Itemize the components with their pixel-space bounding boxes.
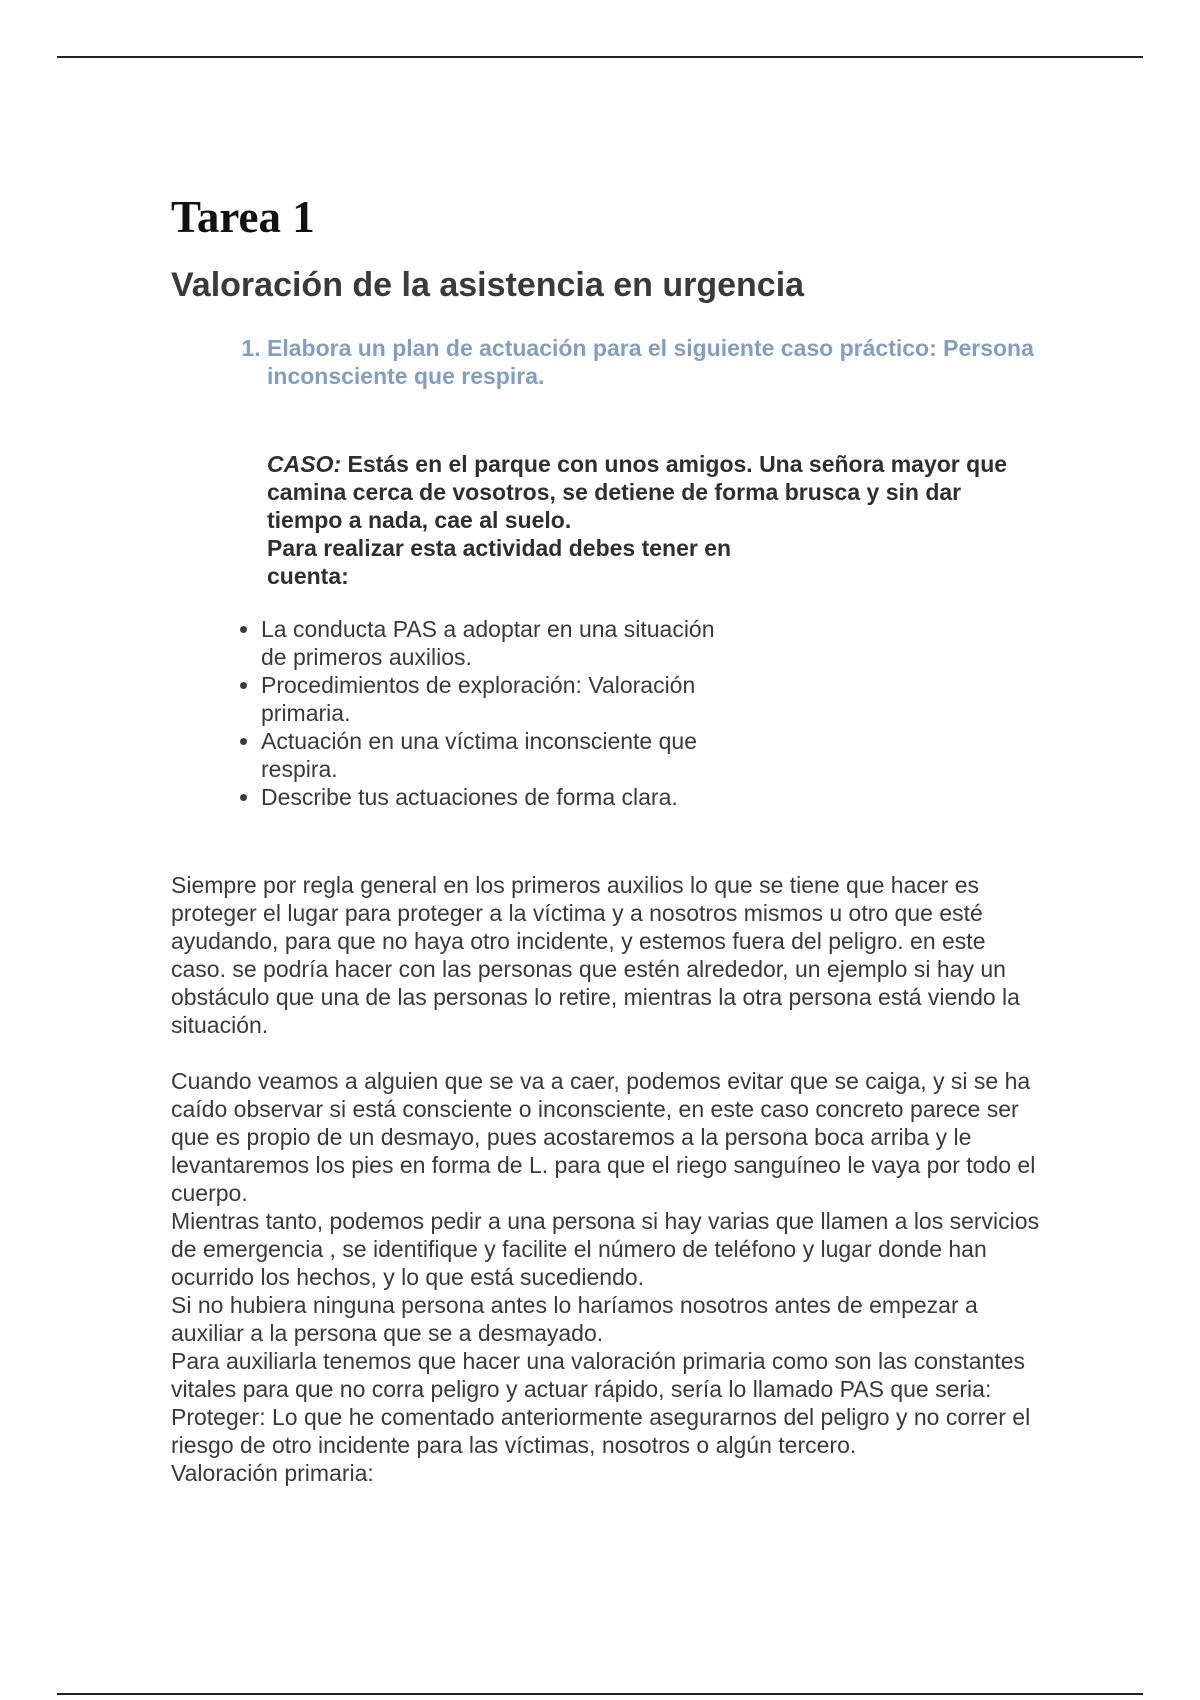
- task-list: [171, 334, 1041, 390]
- footer-rule: [57, 1693, 1143, 1695]
- case-block: [267, 450, 1027, 590]
- answer-body: [171, 871, 1041, 1487]
- list-item: • Describe tus actuaciones de forma clara.: [261, 783, 721, 811]
- page-title: Tarea 1: [171, 192, 315, 242]
- paragraph: Si no hubiera ninguna persona antes lo haríamos nosotros antes de empezar a auxiliar a la persona que se a desmayado.: [171, 1292, 978, 1346]
- list-item: • La conducta PAS a adoptar en una situación de primeros auxilios.: [261, 615, 721, 671]
- paragraph: Para auxiliarla tenemos que hacer una valoración primaria como son las constantes vitales para que no corra peligro y actuar rápido, sería lo llamado PAS que seria:: [171, 1348, 1026, 1402]
- requirements-list: [171, 615, 721, 811]
- case-note: Para realizar esta actividad debes tener en cuenta:: [267, 535, 732, 589]
- paragraph: Proteger: Lo que he comentado anteriormente asegurarnos del peligro y no correr el riesgo de otro incidente para las víctimas, nosotros o algún tercero.: [171, 1404, 1031, 1458]
- paragraph: Mientras tanto, podemos pedir a una persona si hay varias que llamen a los servicios de emergencia , se identifique y facilite el número de teléfono y lugar donde han ocurrido los hechos, y lo que está sucediendo.: [171, 1208, 1040, 1290]
- task-item: 1. Elabora un plan de actuación para el siguiente caso práctico: Persona inconsciente que respira.: [267, 334, 1041, 390]
- paragraph: Valoración primaria:: [171, 1460, 374, 1486]
- case-label: CASO:: [267, 451, 342, 477]
- header-rule: [57, 56, 1143, 58]
- paragraph: Cuando veamos a alguien que se va a caer, podemos evitar que se caiga, y si se ha caído observar si está consciente o inconsciente, en este caso concreto parece ser que es propio de un desmayo, pues acostaremos a la persona boca arriba y le levantaremos los pies en forma de L. para que el riego sanguíneo le vaya por todo el cuerpo.: [171, 1068, 1036, 1206]
- list-item: • Procedimientos de exploración: Valoración primaria.: [261, 671, 721, 727]
- page-subtitle: Valoración de la asistencia en urgencia: [171, 266, 805, 304]
- case-text: Estás en el parque con unos amigos. Una señora mayor que camina cerca de vosotros, se detiene de forma brusca y sin dar tiempo a nada, cae al suelo.: [267, 451, 1008, 533]
- list-item: • Actuación en una víctima inconsciente que respira.: [261, 727, 721, 783]
- page-content: [171, 190, 1041, 1487]
- paragraph: Siempre por regla general en los primeros auxilios lo que se tiene que hacer es proteger el lugar para proteger a la víctima y a nosotros mismos u otro que esté ayudando, para que no haya otro incidente, y estemos fuera del peligro. en este caso. se podría hacer con las personas que estén alrededor, un ejemplo si hay un obstáculo que una de las personas lo retire, mientras la otra persona está viendo la situación.: [171, 872, 1020, 1038]
